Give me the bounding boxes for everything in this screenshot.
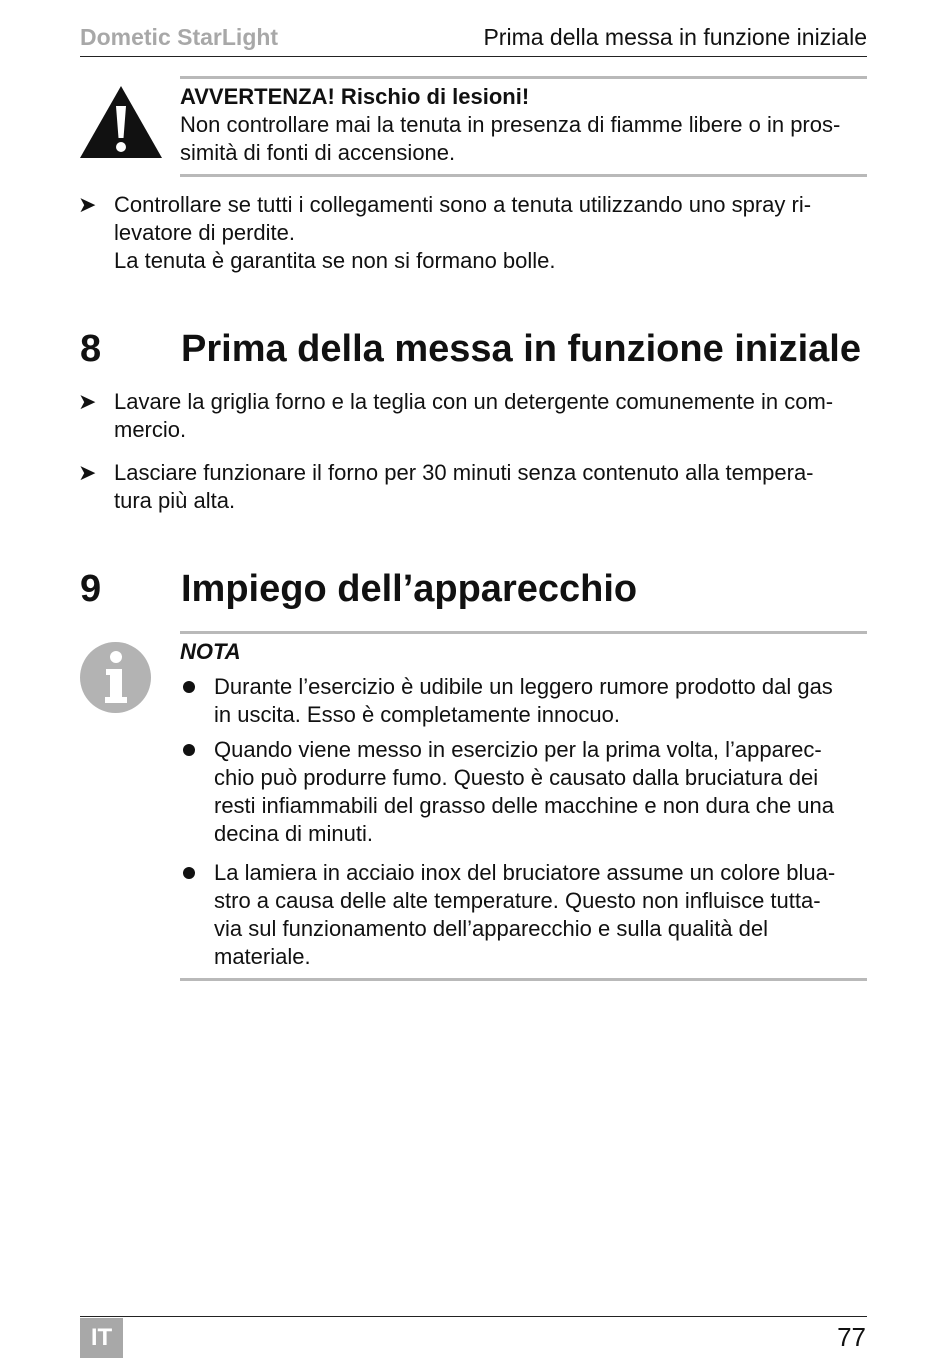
step-text: Lavare la griglia forno e la teglia con un detergente comunemente in com- <box>114 389 834 414</box>
note-bullet-text: stro a causa delle alte temperature. Questo non influisce tutta- <box>214 888 821 913</box>
step-result: La tenuta è garantita se non si formano bolle. <box>114 248 556 273</box>
note-top-rule <box>180 631 867 634</box>
warning-line: Non controllare mai la tenuta in presenza di fiamme libere o in pros- <box>180 112 841 137</box>
step-text: Lasciare funzionare il forno per 30 minuti senza contenuto alla tempera- <box>114 460 814 485</box>
page-number: 77 <box>837 1322 866 1352</box>
warning-triangle-icon <box>80 86 162 158</box>
warning-top-rule <box>180 76 867 79</box>
section-title: Prima della messa in funzione iniziale <box>181 328 861 370</box>
warning-title: AVVERTENZA! Rischio di lesioni! <box>180 84 530 109</box>
footer-rule <box>80 1316 867 1317</box>
note-bullet-text: materiale. <box>214 944 311 969</box>
note-bullet-text: resti infiammabili del grasso delle macchine e non dura che una <box>214 793 835 818</box>
step-text: Controllare se tutti i collegamenti sono a tenuta utilizzando uno spray ri- <box>114 192 812 217</box>
step-arrow-icon: ➤ <box>78 192 97 217</box>
step-text: tura più alta. <box>114 488 236 513</box>
step-text: levatore di perdite. <box>114 220 295 245</box>
note-bullet-text: Quando viene messo in esercizio per la prima volta, l’apparec- <box>214 737 822 762</box>
note-bullet-text: La lamiera in acciaio inox del bruciatore assume un colore blua- <box>214 860 836 885</box>
note-title: NOTA <box>180 639 241 664</box>
section-number: 8 <box>80 328 102 370</box>
warning-bottom-rule <box>180 174 867 177</box>
header-brand: Dometic StarLight <box>80 24 279 50</box>
note-bullet-text: chio può produrre fumo. Questo è causato dalla bruciatura dei <box>214 765 819 790</box>
warning-line: simità di fonti di accensione. <box>180 140 456 165</box>
note-bullet-text: in uscita. Esso è completamente innocuo. <box>214 702 621 727</box>
section-number: 9 <box>80 568 102 610</box>
note-bullet-text: decina di minuti. <box>214 821 373 846</box>
info-icon <box>80 642 151 713</box>
note-bullet-text: Durante l’esercizio è udibile un leggero rumore prodotto dal gas <box>214 674 833 699</box>
bullet-icon <box>183 744 195 756</box>
bullet-icon <box>183 867 195 879</box>
language-badge: IT <box>80 1318 123 1358</box>
header-rule <box>80 56 867 57</box>
step-arrow-icon: ➤ <box>78 389 97 414</box>
section-title: Impiego dell’apparecchio <box>181 568 638 610</box>
bullet-icon <box>183 681 195 693</box>
header-chapter-title: Prima della messa in funzione iniziale <box>483 24 867 50</box>
step-arrow-icon: ➤ <box>78 460 97 485</box>
note-bottom-rule <box>180 978 867 981</box>
step-text: mercio. <box>114 417 187 442</box>
note-bullet-text: via sul funzionamento dell’apparecchio e sulla qualità del <box>214 916 769 941</box>
